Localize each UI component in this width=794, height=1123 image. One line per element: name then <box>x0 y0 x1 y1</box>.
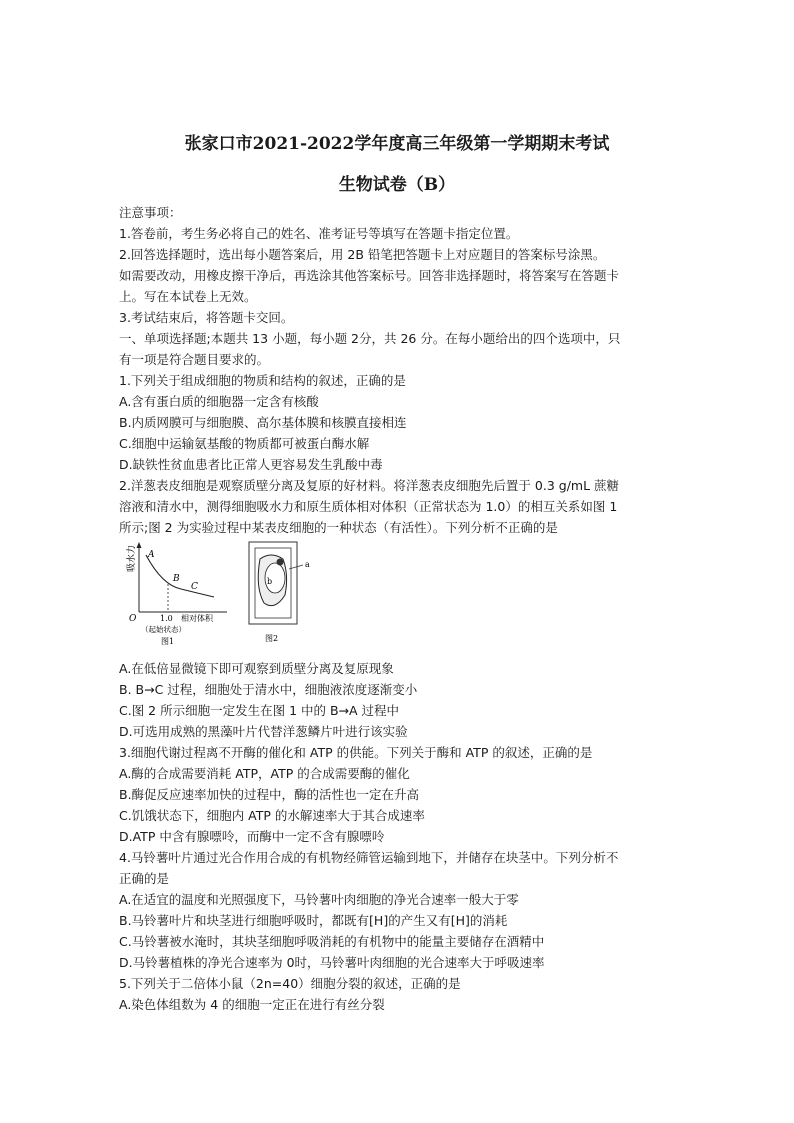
q4-option-d: D.马铃薯植株的净光合速率为 0时，马铃薯叶肉细胞的光合速率大于呼吸速率 <box>119 955 545 970</box>
note-3: 3.考试结束后，将答题卡交回。 <box>119 310 294 325</box>
q5-option-a: A.染色体组数为 4 的细胞一定正在进行有丝分裂 <box>119 997 385 1012</box>
exam-title: 张家口市2021-2022学年度高三年级第一学期期末考试 <box>184 134 610 154</box>
q4-option-c: C.马铃薯被水淹时，其块茎细胞呼吸消耗的有机物中的能量主要储存在酒精中 <box>119 934 545 949</box>
notes-heading: 注意事项： <box>119 205 182 220</box>
q4-option-b: B.马铃薯叶片和块茎进行细胞呼吸时，都既有[H]的产生又有[H]的消耗 <box>119 913 508 928</box>
figure-2-cell <box>249 542 310 643</box>
q4-stem-line-2: 正确的是 <box>119 871 170 886</box>
q2-figures <box>119 537 319 652</box>
q2-stem-line-1: 2.洋葱表皮细胞是观察质壁分离及复原的好材料。将洋葱表皮细胞先后置于 0.3 g/mL 蔗糖 <box>119 478 620 493</box>
note-2-line-1: 2.回答选择题时，选出每小题答案后，用 2B 铅笔把答题卡上对应题目的答案标号涂黑。 <box>119 247 606 262</box>
figure-1-graph <box>125 542 227 646</box>
q1-option-b: B.内质网膜可与细胞膜、高尔基体膜和核膜直接相连 <box>119 415 407 430</box>
q3-option-c: C.饥饿状态下，细胞内 ATP 的水解速率大于其合成速率 <box>119 808 425 823</box>
q3-option-d: D.ATP 中含有腺嘌呤，而酶中一定不含有腺嘌呤 <box>119 829 385 844</box>
q2-option-c: C.图 2 所示细胞一定发生在图 1 中的 B→A 过程中 <box>119 703 400 718</box>
q2-stem-line-3: 所示;图 2 为实验过程中某表皮细胞的一种状态（有活性）。下列分析不正确的是 <box>119 520 558 535</box>
q3-option-b: B.酶促反应速率加快的过程中，酶的活性也一定在升高 <box>119 787 420 802</box>
q3-option-a: A.酶的合成需要消耗 ATP，ATP 的合成需要酶的催化 <box>119 766 410 781</box>
x-tick-label: 1.0 <box>160 614 173 623</box>
note-2-line-3: 上。写在本试卷上无效。 <box>119 289 257 304</box>
curve <box>146 555 214 597</box>
x-axis-note: （起始状态） <box>141 625 186 634</box>
q1-option-d: D.缺铁性贫血患者比正常人更容易发生乳酸中毒 <box>119 457 383 472</box>
q1-option-a: A.含有蛋白质的细胞器一定含有核酸 <box>119 394 319 409</box>
point-c-label: C <box>191 582 198 592</box>
point-a-label: A <box>148 550 155 560</box>
point-b-label: B <box>173 574 180 584</box>
x-axis-label: 相对体积 <box>181 614 213 623</box>
q4-option-a: A.在适宜的温度和光照强度下，马铃薯叶肉细胞的净光合速率一般大于零 <box>119 892 519 907</box>
figure-2-label-b: b <box>267 577 273 586</box>
exam-subtitle: 生物试卷（B） <box>338 175 456 195</box>
figure-1-caption: 图1 <box>161 637 175 646</box>
q1-stem: 1.下列关于组成细胞的物质和结构的叙述，正确的是 <box>119 373 406 388</box>
q2-option-d: D.可选用成熟的黑藻叶片代替洋葱鳞片叶进行该实验 <box>119 724 408 739</box>
note-1: 1.答卷前，考生务必将自己的姓名、准考证号等填写在答题卡指定位置。 <box>119 226 519 241</box>
q3-stem: 3.细胞代谢过程离不开酶的催化和 ATP 的供能。下列关于酶和 ATP 的叙述，正确的是 <box>119 745 593 760</box>
q2-option-b: B. B→C 过程，细胞处于清水中，细胞液浓度逐渐变小 <box>119 682 418 697</box>
origin-label: O <box>129 614 137 624</box>
note-2-line-2: 如需要改动，用橡皮擦干净后，再选涂其他答案标号。回答非选择题时，将答案写在答题卡 <box>119 268 620 283</box>
section-intro-line-1: 一、单项选择题;本题共 13 小题，每小题 2分，共 26 分。在每小题给出的四个选项中，只 <box>119 331 621 346</box>
q1-option-c: C.细胞中运输氨基酸的物质都可被蛋白酶水解 <box>119 436 370 451</box>
q2-stem-line-2: 溶液和清水中，测得细胞吸水力和原生质体相对体积（正常状态为 1.0）的相互关系如图 1 <box>119 499 618 514</box>
nucleus <box>277 559 284 566</box>
y-axis-arrow <box>137 542 142 548</box>
q5-stem: 5.下列关于二倍体小鼠（2n=40）细胞分裂的叙述，正确的是 <box>119 976 461 991</box>
figure-2-label-a: a <box>305 560 310 569</box>
q2-option-a: A.在低倍显微镜下即可观察到质壁分离及复原现象 <box>119 661 394 676</box>
figure-2-caption: 图2 <box>265 634 279 643</box>
y-axis-label: 吸水力 <box>127 544 137 572</box>
section-intro-line-2: 有一项是符合题目要求的。 <box>119 352 270 367</box>
q4-stem-line-1: 4.马铃薯叶片通过光合作用合成的有机物经筛管运输到地下，并储存在块茎中。下列分析不 <box>119 850 619 865</box>
